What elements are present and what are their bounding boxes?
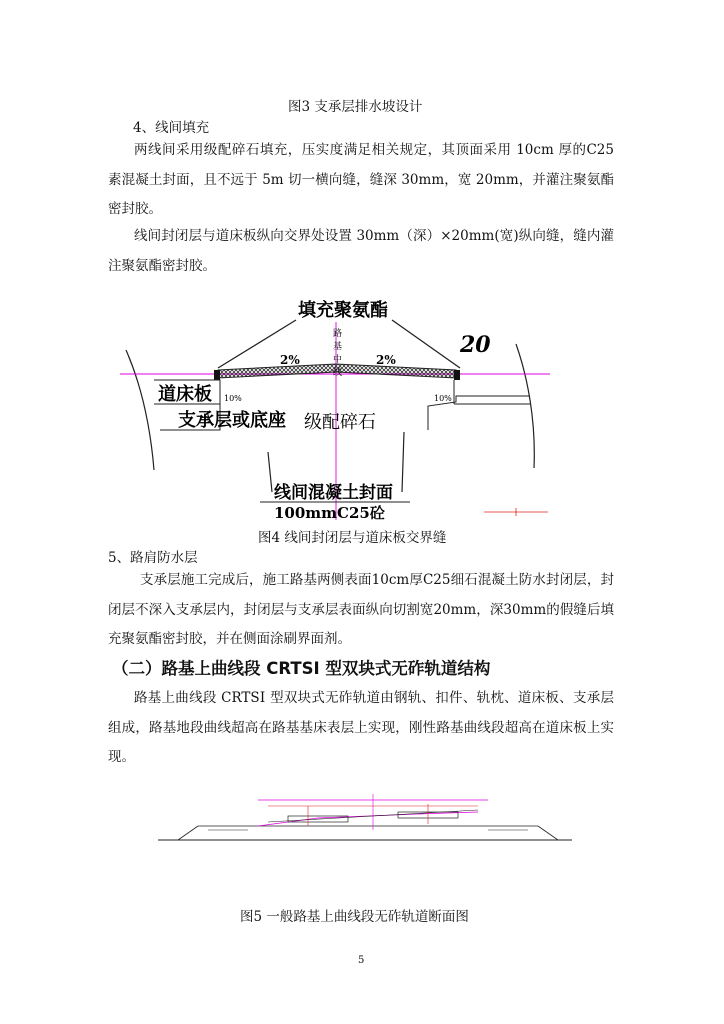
section-4-paragraph-1: 两线间采用级配碎石填充，压实度满足相关规定，其顶面采用 10cm 厚的C25 素混凝土封面，且不远于 5m 切一横向缝，缝深 30mm，宽 20mm，并灌注聚氨酯密封胶。: [108, 142, 614, 217]
label-20: 20: [460, 332, 491, 358]
label-small-slope-right: 10%: [434, 394, 452, 403]
fig4-caption: 图4 线间封闭层与道床板交界缝: [258, 530, 447, 546]
label-support-layer: 支承层或底座: [178, 410, 286, 431]
section-4-heading: 4、线间填充: [133, 120, 210, 136]
section-2-heading: （二）路基上曲线段 CRTSI 型双块式无砟轨道结构: [112, 659, 491, 678]
label-slope-right: 2%: [376, 353, 396, 367]
label-track-slab: 道床板: [158, 384, 212, 405]
figure-4-joint-diagram: [110, 292, 570, 524]
fig5-caption: 图5 一般路基上曲线段无砟轨道断面图: [240, 909, 469, 925]
label-seal-thickness: 100mmC25砼: [274, 504, 385, 522]
section-5-paragraph: 支承层施工完成后，施工路基两侧表面10cm厚C25细石混凝土防水封闭层，封闭层不深入支承层内，封闭层与支承层表面纵向切割宽20mm，深30mm的假缝后填充聚氨酯密封胶，并在侧面涂刷界面剂。: [108, 572, 614, 647]
label-subgrade-centerline: 路基中线: [331, 328, 341, 380]
figure-5-cross-section: [158, 786, 578, 846]
label-concrete-seal: 线间混凝土封面: [274, 483, 393, 503]
section-2-paragraph: 路基上曲线段 CRTSⅠ 型双块式无砟轨道由钢轨、扣件、轨枕、道床板、支承层组成，路基地段曲线超高在路基基床表层上实现，刚性路基曲线段超高在道床板上实现。: [108, 690, 614, 765]
label-graded-gravel: 级配碎石: [304, 412, 376, 433]
page-number: 5: [358, 955, 365, 966]
label-filled-polyurethane: 填充聚氨酯: [298, 300, 388, 321]
fig3-caption: 图3 支承层排水坡设计: [288, 99, 423, 115]
label-slope-left: 2%: [280, 353, 300, 367]
label-small-slope-left: 10%: [224, 394, 242, 403]
section-5-heading: 5、路肩防水层: [108, 550, 198, 566]
section-4-paragraph-2: 线间封闭层与道床板纵向交界处设置 30mm（深）×20mm(宽)纵向缝，缝内灌注聚氨酯密封胶。: [108, 228, 614, 274]
